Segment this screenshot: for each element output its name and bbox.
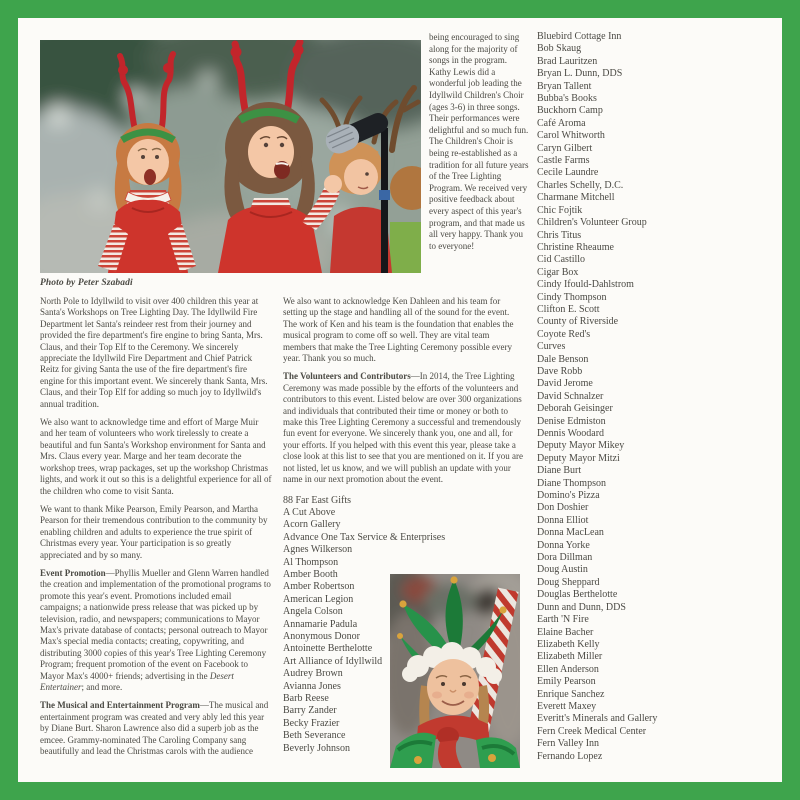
- paragraph: [429, 32, 530, 252]
- elf-volunteer-illustration: [390, 574, 520, 768]
- contributor-name: Deborah Geisinger: [537, 403, 613, 415]
- contributor-name: Diane Burt: [537, 465, 582, 477]
- paragraph-text: —The musical and entertainment program was created and very ably led this year by Diane Burt. Sharon Lawrence also did a superb job as the emcee. Grammy-nominated The Caroling Company sang beautifully and lead the Christmas carols with the audience: [40, 700, 269, 757]
- contributor-name: Amber Booth: [283, 568, 338, 580]
- contributor-name: Enrique Sanchez: [537, 688, 605, 700]
- contributor-name: Castle Farms: [537, 155, 590, 167]
- column-left-text: [40, 296, 273, 764]
- paragraph-text: We want to thank Mike Pearson, Emily Pearson, and Martha Pearson for their tremendous contribution to the community by enabling children and adults to experience the true spirit of Christmas every year. Your participation is so greatly appreciated and by so many.: [40, 503, 268, 560]
- contributor-name: Elizabeth Kelly: [537, 638, 600, 650]
- contributor-name: A Cut Above: [283, 506, 336, 518]
- contributor-name: Avianna Jones: [283, 680, 341, 692]
- contributor-name: Bob Skaug: [537, 43, 582, 55]
- paragraph: [40, 700, 273, 757]
- paragraph-text: being encouraged to sing along for the majority of songs in the program. Kathy Lewis did a wonderful job leading the Idyllwild Children's Choir (ages 3-6) in three songs. Their performances were delightful and so much fun. The Children's Choir is being re-established as a tradition for all future years of the Tree Lighting Program. We received very positive feedback about every aspect of this year's program, and that made us all very happy. Thank you to everyone!: [429, 32, 529, 251]
- contributor-name: Fern Creek Medical Center: [537, 725, 647, 737]
- contributor-name: Bryan L. Dunn, DDS: [537, 68, 623, 80]
- contributor-name: Douglas Berthelotte: [537, 589, 618, 601]
- paragraph-text: North Pole to Idyllwild to visit over 400 children this year at Santa's Workshops on Tree Lighting Day. The Idyllwild Fire Department let Santa's reindeer rest from their journey and provided the fire department's fire engine to bring Santa, Mrs. Claus, and their Top Elf to the Ceremony. We sincerely appreciate the Idyllwild Fire Department and Chief Patrick Reitz for giving Santa the use of the fire department's fire engine for this important event. We sincerely thank Santa, Mrs. Claus, and their Top Elf for adding so much joy to Idyllwild's annual tradition.: [40, 296, 268, 409]
- contributor-name: Elaine Bacher: [537, 626, 594, 638]
- contributor-name: Annamarie Padula: [283, 618, 358, 630]
- contributor-name: Christine Rheaume: [537, 241, 614, 253]
- contributor-name: County of Riverside: [537, 316, 619, 328]
- contributor-name: Beverly Johnson: [283, 742, 350, 754]
- newsletter-page: [18, 18, 782, 782]
- contributor-name: Dennis Woodard: [537, 428, 605, 439]
- contributor-name: Café Aroma: [537, 117, 586, 129]
- contributor-name: David Jerome: [537, 378, 593, 390]
- contributor-name: American Legion: [283, 593, 354, 605]
- contributor-name: Amber Robertson: [283, 581, 355, 593]
- contributor-name: Coyote Red's: [537, 328, 591, 340]
- contributor-name: Caryn Gilbert: [537, 142, 593, 154]
- contributor-name: Anonymous Donor: [283, 630, 360, 642]
- contributor-name: Chic Fojtik: [537, 204, 583, 216]
- contributor-name: Audrey Brown: [283, 668, 343, 680]
- contributor-name: Emily Pearson: [537, 676, 596, 688]
- paragraph: [40, 417, 273, 497]
- paragraph-lead-in: The Musical and Entertainment Program: [40, 700, 200, 711]
- contributor-name: Barry Zander: [283, 705, 337, 717]
- contributor-name: Chris Titus: [537, 229, 582, 241]
- contributor-name: Earth 'N Fire: [537, 614, 589, 626]
- contributor-name: Donna Elliot: [537, 514, 589, 526]
- contributor-name: Charmane Mitchell: [537, 192, 615, 204]
- paragraph-text: —Phyllis Mueller and Glenn Warren handled the creation and implementation of the promotional programs to promote this year's event. Promotions included email campaigns; a nationwide press release that was picked up by television, radio, and newspapers; communications to Mayor Max's private database of contacts; personal outreach to Mayor Max's special media contacts; creating, copywriting, and distributing 3000 copies of this year's Tree Lighting Ceremony Program; frequent promotion of the event on Facebook to Mayor Max's 4000+ friends; advertising in the: [40, 567, 271, 681]
- children-choir-illustration: [40, 40, 421, 273]
- contributor-name: Donna Yorke: [537, 539, 590, 551]
- middle-paragraphs: [283, 296, 523, 486]
- contributor-name: Bubba's Books: [537, 93, 597, 105]
- contributor-name: Bryan Tallent: [537, 80, 592, 92]
- column-narrow-text: [429, 32, 530, 259]
- paragraph: [40, 296, 273, 410]
- contributor-name: Fern Valley Inn: [537, 738, 600, 750]
- paragraph: [283, 371, 523, 485]
- contributor-name: Domino's Pizza: [537, 490, 600, 502]
- contributor-name: Cindy Thompson: [537, 291, 607, 303]
- contributor-name: Dale Benson: [537, 353, 589, 365]
- contributor-name: Fernando Lopez: [537, 750, 603, 762]
- contributor-name: Barb Reese: [283, 693, 329, 704]
- column-contributors-right: [537, 31, 779, 763]
- contributor-name: Acorn Gallery: [283, 519, 341, 531]
- contributor-name: Cecile Laundre: [537, 167, 599, 179]
- contributor-name: Angela Colson: [283, 606, 343, 618]
- contributor-name: Donna MacLean: [537, 527, 604, 539]
- photo-caption: Photo by Peter Szabadi: [40, 278, 133, 288]
- contributor-name: Everett Maxey: [537, 700, 597, 712]
- contributor-name: Buckhorn Camp: [537, 105, 603, 117]
- contributor-name: Children's Volunteer Group: [537, 217, 647, 229]
- contributor-name: Cid Castillo: [537, 254, 586, 266]
- contributor-name: Cindy Ifould-Dahlstrom: [537, 279, 634, 291]
- contributor-name: Charles Schelly, D.C.: [537, 179, 624, 191]
- paragraph-text: —In 2014, the Tree Lighting Ceremony was made possible by the efforts of the volunteers and contributors to this event. Listed below are over 300 organizations and individuals that contributed their time or money or both to make this Tree Lighting Ceremony a successful and tremendously fun event for everyone. We sincerely thank you, one and all, for your efforts. If you helped with this event this year, please take a close look at this list to see that you are mentioned on it. If you are not listed, let us know, and we will publish an update with your name in our next promotion about the event.: [283, 371, 523, 485]
- contributor-name: Beth Severance: [283, 730, 346, 742]
- contributor-name: Agnes Wilkerson: [283, 544, 353, 556]
- contributor-name: Doug Austin: [537, 564, 588, 576]
- contributor-name: Dave Robb: [537, 365, 583, 377]
- children-choir-photo: [40, 40, 421, 273]
- contributor-name: Deputy Mayor Mikey: [537, 440, 625, 452]
- paragraph: [40, 568, 273, 693]
- contributor-name: Don Doshier: [537, 502, 589, 514]
- paragraph-text: We also want to acknowledge time and effort of Marge Muir and her team of volunteers who work tirelessly to create a beautiful and fun Santa's Workshop environment for Santa and Mrs. Claus every year. Marge and her team decorate the workshop trees, wrap packages, set up the workshop Christmas lights, and work it out so this is a delightful experience for all of the children who come to visit Santa.: [40, 417, 272, 496]
- paragraph-text: Desert Entertainer: [40, 670, 234, 692]
- contributor-name: Deputy Mayor Mitzi: [537, 452, 620, 464]
- paragraph-lead-in: The Volunteers and Contributors: [283, 371, 411, 382]
- contributor-name: Ellen Anderson: [537, 663, 599, 675]
- contributor-name: Al Thompson: [283, 556, 339, 568]
- contributor-name: Doug Sheppard: [537, 576, 600, 588]
- paragraph: [40, 504, 273, 561]
- contributor-name: Carol Whitworth: [537, 130, 605, 142]
- contributor-name: Advance One Tax Service & Enterprises: [283, 531, 446, 543]
- paragraph-lead-in: Event Promotion: [40, 567, 106, 578]
- contributor-name: Antoinette Berthelotte: [283, 643, 373, 655]
- contributor-name: Denise Edmiston: [537, 415, 606, 427]
- contributor-name: Clifton E. Scott: [537, 303, 600, 315]
- contributor-name: Cigar Box: [537, 266, 579, 278]
- contributor-name: David Schnalzer: [537, 390, 604, 402]
- contributor-name: Curves: [537, 341, 566, 353]
- contributor-name: Elizabeth Miller: [537, 651, 603, 663]
- contributor-name: Everitt's Minerals and Gallery: [537, 713, 658, 725]
- contributor-name: Brad Lauritzen: [537, 55, 598, 67]
- paragraph: [283, 296, 523, 364]
- contributor-name: 88 Far East Gifts: [283, 494, 352, 506]
- contributor-name: Art Alliance of Idyllwild: [283, 655, 383, 667]
- paragraph-text: ; and more.: [81, 682, 123, 692]
- contributor-name: Diane Thompson: [537, 477, 606, 489]
- contributor-name: Dunn and Dunn, DDS: [537, 601, 626, 613]
- contributor-name: Bluebird Cottage Inn: [537, 31, 622, 42]
- paragraph-text: We also want to acknowledge Ken Dahleen and his team for setting up the stage and handling all of the sound for the event. The work of Ken and his team is the foundation that enables the musical program to come off so well. They are vital team members that make the Tree Lighting Ceremony possible every year. Thank you so much.: [283, 296, 514, 364]
- contributor-name: Becky Frazier: [283, 717, 340, 729]
- elf-volunteer-photo: [390, 574, 520, 768]
- contributor-name: Dora Dillman: [537, 552, 593, 564]
